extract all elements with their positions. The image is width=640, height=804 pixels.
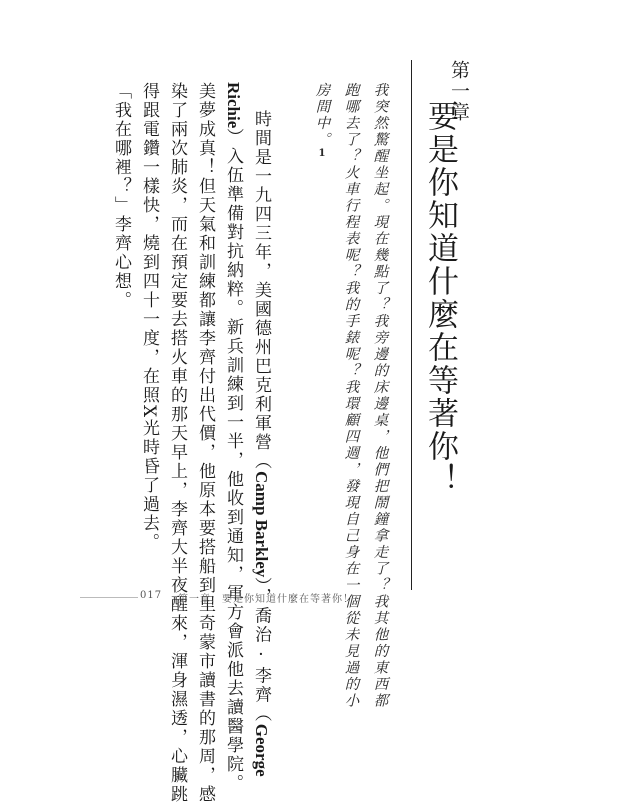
body-line-2-text: ）入伍準備對抗納粹。新兵訓練到一半，他收到通知，軍方會派他去讀醫學院。: [223, 128, 243, 794]
body-line-2: [224, 82, 242, 793]
page-number: 017: [140, 590, 163, 601]
body-line-5: 得跟電鑽一樣快，燒到四十一度，在照X光時昏了過去。: [139, 82, 159, 553]
epigraph-line-1: 我突然驚醒坐起。現在幾點了？我旁邊的床邊桌，他們把鬧鐘拿走了？我其他的東西都: [371, 82, 388, 709]
body-line-1-text: 時間是一九四三年，美國德州巴克利軍營（: [251, 110, 271, 471]
body-line-1-latin2: George: [252, 723, 271, 777]
body-line-1: [252, 110, 270, 777]
body-line-1-mid: ），喬治·李齊（: [251, 577, 271, 724]
footer-rule: [80, 597, 138, 598]
epigraph-line-3-text: 房間中。: [313, 82, 330, 148]
body-line-4: 染了兩次肺炎，而在預定要去搭火車的那天早上，李齊大半夜醒來，渾身濕透，心臟跳: [167, 82, 187, 804]
chapter-divider-rule: [411, 60, 412, 590]
epigraph-line-3: [314, 82, 329, 161]
body-line-3: 美夢成真！但天氣和訓練都讓李齊付出代價，他原本要搭船到里奇蒙市讀書的那周，感: [195, 82, 215, 804]
body-line-2-latin: Richie: [224, 82, 243, 129]
body-quote: 「我在哪裡？」李齊心想。: [111, 82, 131, 310]
epigraph-footnote-mark: 1: [316, 148, 328, 161]
running-head: 第一章．要是你知道什麼在等著你！: [178, 594, 354, 605]
epigraph-line-2: 跑哪去了？火車行程表呢？我的手錶呢？我環顧四週，發現自己身在一個從未見過的小: [342, 82, 359, 709]
chapter-title: 要是你知道什麼在等著你！: [422, 100, 458, 496]
chapter-label: 第一章: [448, 60, 470, 123]
body-line-1-latin: Camp Barkley: [252, 471, 271, 578]
